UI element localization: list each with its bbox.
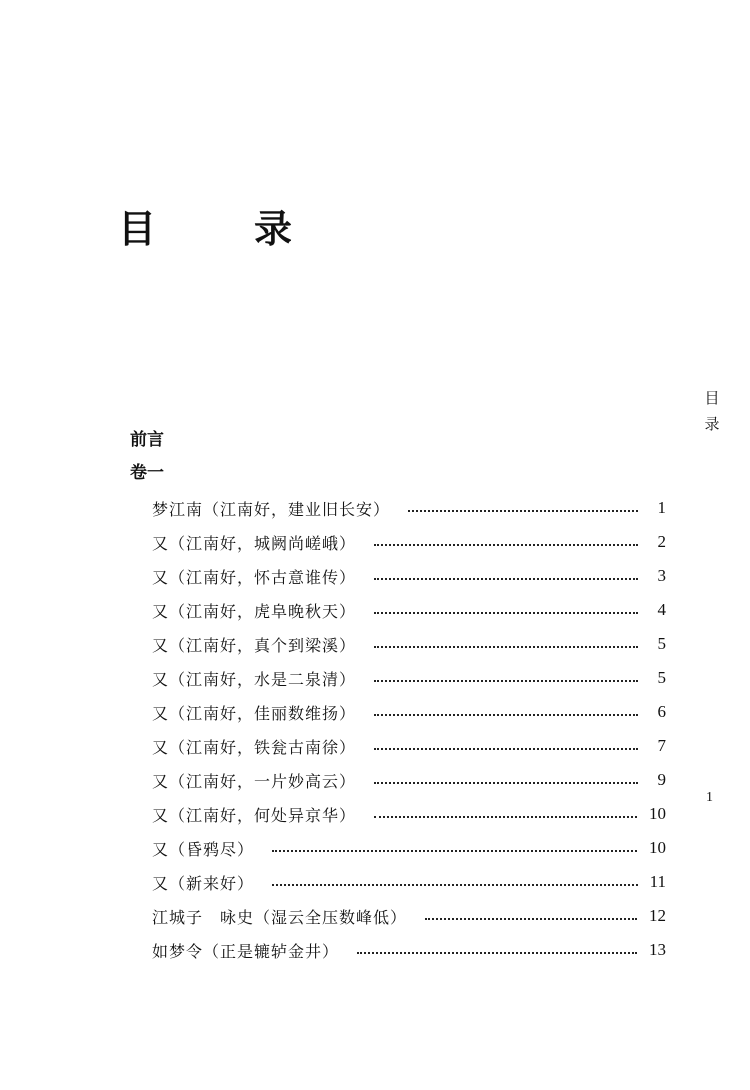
toc-entry-title: 如梦令（正是辘轳金井） [152, 941, 340, 961]
toc-entry-page: 4 [657, 600, 666, 619]
toc-entry-page: 12 [649, 906, 666, 925]
toc-entry-page: 5 [657, 668, 666, 687]
toc-entry-title: 又（新来好） [152, 873, 255, 893]
toc-entry[interactable] [152, 559, 666, 593]
running-head-char: 目 [704, 389, 720, 407]
toc-entry[interactable] [152, 899, 666, 933]
dot-leader [425, 918, 637, 920]
dot-leader [374, 748, 638, 750]
dot-leader [357, 952, 637, 954]
toc-entry-title: 又（昏鸦尽） [152, 839, 255, 859]
toc-entry-page: 10 [649, 804, 666, 823]
dot-leader [374, 782, 638, 784]
toc-entry[interactable] [152, 491, 666, 525]
toc-entry-title: 又（江南好，水是二泉清） [152, 669, 357, 689]
running-head [704, 385, 720, 437]
toc-entry[interactable] [152, 525, 666, 559]
toc-entry-title: 又（江南好，真个到梁溪） [152, 635, 357, 655]
toc-entry-page: 9 [657, 770, 666, 789]
toc-entry-title: 又（江南好，佳丽数维扬） [152, 703, 357, 723]
dot-leader [272, 850, 637, 852]
toc-entry-title: 又（江南好，城阙尚嵯峨） [152, 533, 357, 553]
toc-entry[interactable] [152, 593, 666, 627]
page-title: 目 录 [118, 207, 323, 251]
toc-entry[interactable] [152, 695, 666, 729]
toc-entry-title: 又（江南好，怀古意谁传） [152, 567, 357, 587]
toc-entry-page: 13 [649, 940, 666, 959]
toc-entry[interactable] [152, 865, 666, 899]
toc-entry-page: 10 [649, 838, 666, 857]
toc-section-juan1[interactable]: 卷一 [130, 463, 164, 483]
toc-entry-page: 1 [657, 498, 666, 517]
toc-entry-page: 7 [657, 736, 666, 755]
dot-leader [272, 884, 638, 886]
toc-entry[interactable] [152, 763, 666, 797]
toc-entry-title: 又（江南好，虎阜晚秋天） [152, 601, 357, 621]
toc-list [152, 491, 666, 967]
toc-entry[interactable] [152, 627, 666, 661]
page-number: 1 [706, 790, 713, 805]
dot-leader [374, 544, 638, 546]
toc-entry-page: 2 [657, 532, 666, 551]
toc-entry-page: 6 [657, 702, 666, 721]
dot-leader [374, 646, 638, 648]
toc-entry-page: 3 [657, 566, 666, 585]
toc-entry-page: 11 [649, 872, 666, 891]
toc-entry-title: 又（江南好，一片妙高云） [152, 771, 357, 791]
toc-entry-page: 5 [657, 634, 666, 653]
dot-leader [374, 612, 638, 614]
toc-entry-title: 梦江南（江南好，建业旧长安） [152, 499, 391, 519]
dot-leader [374, 578, 638, 580]
dot-leader [374, 816, 637, 818]
running-head-char: 录 [704, 415, 720, 433]
dot-leader [408, 510, 638, 512]
toc-entry[interactable] [152, 831, 666, 865]
toc-section-preface[interactable]: 前言 [130, 430, 164, 450]
toc-entry[interactable] [152, 661, 666, 695]
toc-entry[interactable] [152, 933, 666, 967]
toc-entry[interactable] [152, 797, 666, 831]
toc-entry[interactable] [152, 729, 666, 763]
toc-entry-title: 又（江南好，铁瓮古南徐） [152, 737, 357, 757]
dot-leader [374, 680, 638, 682]
toc-entry-title: 江城子 咏史（湿云全压数峰低） [152, 907, 408, 927]
toc-entry-title: 又（江南好，何处异京华） [152, 805, 357, 825]
dot-leader [374, 714, 638, 716]
